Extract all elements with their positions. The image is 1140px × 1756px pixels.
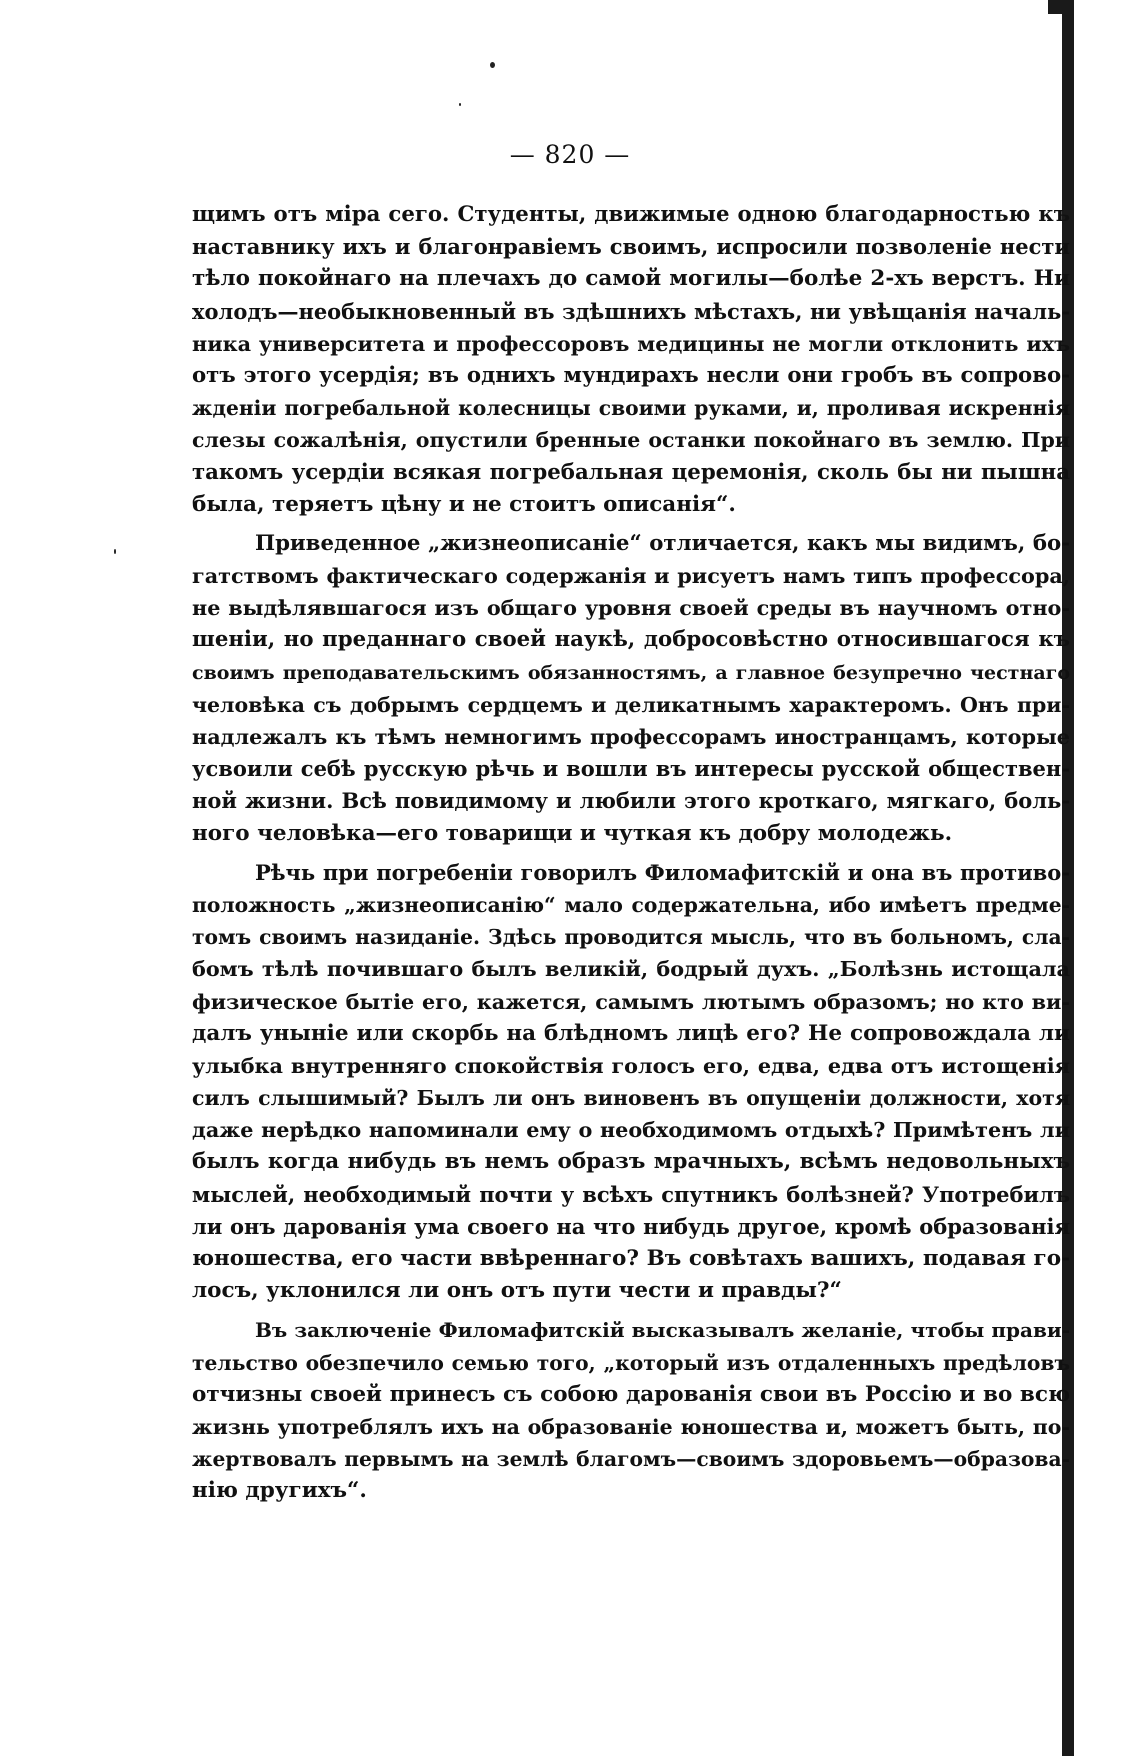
- text-line: жертвовалъ первымъ на землѣ благомъ—своимъ здоровьемъ—образова-: [192, 1447, 1070, 1472]
- text-line: юношества, его части ввѣреннаго? Въ совѣтахъ вашихъ, подавая го-: [192, 1246, 1070, 1271]
- text-line: гатствомъ фактическаго содержанія и рисуетъ намъ типъ профессора,: [192, 564, 1070, 589]
- text-line: положность „жизнеописанію“ мало содержательна, ибо имѣетъ предме-: [192, 892, 1070, 917]
- text-line: былъ когда нибудь въ немъ образъ мрачныхъ, всѣмъ недовольныхъ: [192, 1149, 1070, 1175]
- text-line: лосъ, уклонился ли онъ отъ пути чести и правды?“: [192, 1278, 842, 1304]
- page-number: — 820 —: [509, 140, 631, 169]
- text-line: нію другихъ“.: [192, 1478, 367, 1504]
- body-text: [192, 199, 1070, 1508]
- text-line: силъ слышимый? Былъ ли онъ виновенъ въ опущеніи должности, хотя: [192, 1086, 1070, 1111]
- text-line: была, теряетъ цѣну и не стоитъ описанія“.: [192, 491, 736, 517]
- text-line: слезы сожалѣнія, опустили бренные останки покойнаго въ землю. При: [192, 428, 1070, 453]
- text-line: наставнику ихъ и благонравіемъ своимъ, испросили позволеніе нести: [192, 234, 1070, 260]
- text-line: ника университета и профессоровъ медицины не могли отклонить ихъ: [192, 331, 1070, 356]
- text-line: щимъ отъ міра сего. Студенты, движимые одною благодарностью къ: [192, 202, 1070, 227]
- text-line: мыслей, необходимый почти у всѣхъ спутникъ болѣзней? Употребилъ: [192, 1181, 1070, 1207]
- text-line: физическое бытіе его, кажется, самымъ лютымъ образомъ; но кто ви-: [192, 989, 1070, 1014]
- ink-speck: [490, 62, 495, 68]
- text-line: тѣло покойнаго на плечахъ до самой могилы—болѣе 2-хъ верстъ. Ни: [192, 266, 1070, 292]
- ink-speck: [114, 549, 116, 554]
- text-line: усвоили себѣ русскую рѣчь и вошли въ интересы русской обществен-: [192, 756, 1070, 782]
- text-line: не выдѣлявшагося изъ общаго уровня своей среды въ научномъ отно-: [192, 596, 1070, 621]
- text-line: своимъ преподавательскимъ обязанностямъ, а главное безупречно честнаго: [192, 661, 1070, 684]
- text-line: томъ своимъ назиданіе. Здѣсь проводится мысль, что въ больномъ, сла-: [192, 925, 1070, 950]
- paragraph-start-line: Приведенное „жизнеописаніе“ отличается, какъ мы видимъ, бо-: [255, 530, 1070, 556]
- text-line: далъ уныніе или скорбь на блѣдномъ лицѣ его? Не сопровождала ли: [192, 1020, 1070, 1046]
- text-line: жизнь употреблялъ ихъ на образованіе юношества и, можетъ быть, по-: [192, 1414, 1070, 1439]
- paragraph-start-line: Рѣчь при погребеніи говорилъ Филомафитскій и она въ противо-: [255, 859, 1070, 885]
- paragraph-start-line: Въ заключеніе Филомафитскій высказывалъ желаніе, чтобы прави-: [255, 1318, 1070, 1343]
- text-line: шеніи, но преданнаго своей наукѣ, добросовѣстно относившагося къ: [192, 627, 1070, 653]
- text-line: жденіи погребальной колесницы своими руками, и, проливая искреннія: [192, 396, 1070, 421]
- text-line: отчизны своей принесъ съ собою дарованія свои въ Россію и во всю: [192, 1381, 1070, 1407]
- text-line: надлежалъ къ тѣмъ немногимъ профессорамъ иностранцамъ, которые: [192, 725, 1070, 749]
- text-line: ли онъ дарованія ума своего на что нибудь другое, кромѣ образованія: [192, 1213, 1070, 1239]
- text-line: ного человѣка—его товарищи и чуткая къ добру молодежь.: [192, 820, 953, 846]
- text-line: холодъ—необыкновенный въ здѣшнихъ мѣстахъ, ни увѣщанія началь-: [192, 298, 1070, 324]
- text-line: такомъ усердіи всякая погребальная церемонія, сколь бы ни пышна: [192, 459, 1070, 485]
- text-line: улыбка внутренняго спокойствія голосъ его, едва, едва отъ истощенія: [192, 1053, 1070, 1078]
- text-line: отъ этого усердія; въ однихъ мундирахъ несли они гробъ въ сопрово-: [192, 362, 1070, 388]
- ink-speck: [459, 103, 461, 106]
- text-line: бомъ тѣлѣ почившаго былъ великій, бодрый духъ. „Болѣзнь истощала: [192, 957, 1070, 982]
- text-line: ной жизни. Всѣ повидимому и любили этого кроткаго, мягкаго, боль-: [192, 788, 1070, 814]
- text-line: даже нерѣдко напоминали ему о необходимомъ отдыхѣ? Примѣтенъ ли: [192, 1118, 1070, 1143]
- text-line: тельство обезпечило семью того, „который изъ отдаленныхъ предѣловъ: [192, 1350, 1070, 1375]
- text-line: человѣка съ добрымъ сердцемъ и деликатнымъ характеромъ. Онъ при-: [192, 692, 1070, 717]
